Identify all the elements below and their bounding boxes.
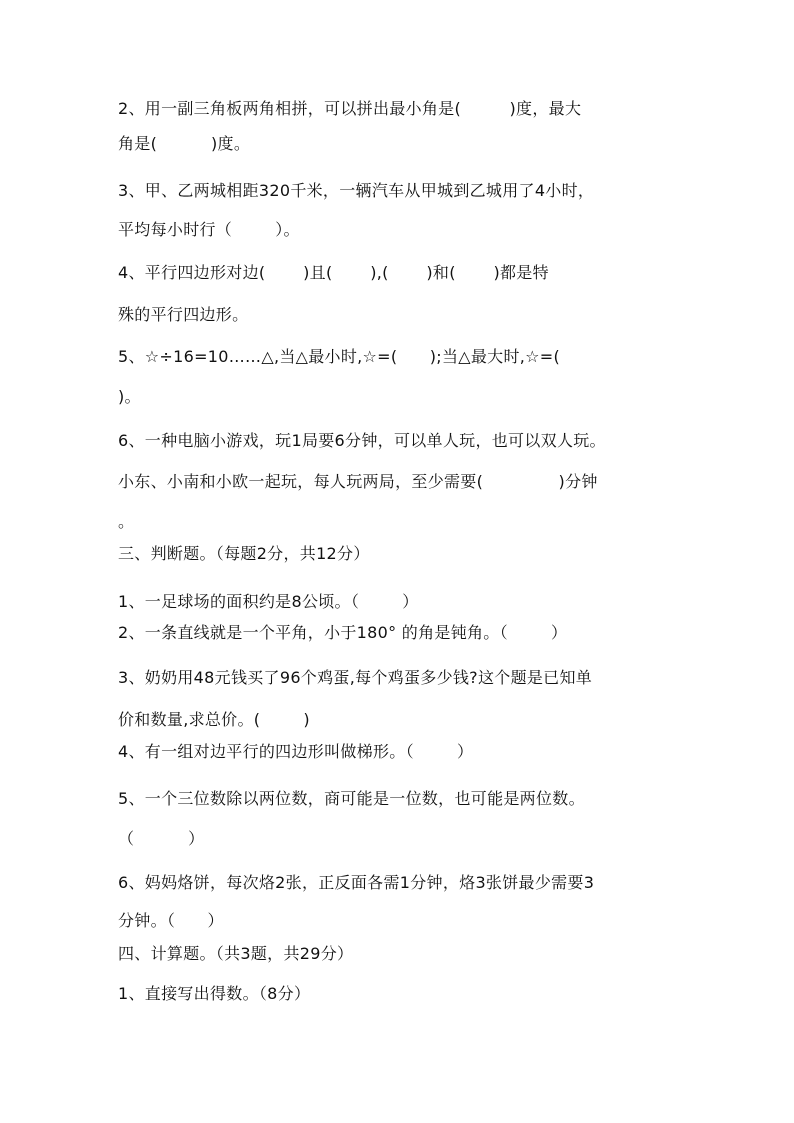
- question-judge-5-line-2: （ ）: [118, 829, 205, 848]
- question-fill-6-line-1: 6、一种电脑小游戏，玩1局要6分钟，可以单人玩，也可以双人玩。: [118, 431, 606, 450]
- question-judge-6-line-2: 分钟。（ ）: [118, 911, 224, 930]
- section-heading-judgement: 三、判断题。（每题2分，共12分）: [118, 544, 370, 563]
- question-judge-1: 1、一足球场的面积约是8公顷。（ ）: [118, 592, 419, 611]
- question-judge-6-line-1: 6、妈妈烙饼，每次烙2张，正反面各需1分钟，烙3张饼最少需要3: [118, 873, 595, 892]
- question-fill-6-line-2: 小东、小南和小欧一起玩，每人玩两局，至少需要( )分钟: [118, 472, 598, 491]
- question-judge-3-line-1: 3、奶奶用48元钱买了96个鸡蛋,每个鸡蛋多少钱?这个题是已知单: [118, 668, 593, 687]
- question-fill-4-line-2: 殊的平行四边形。: [118, 305, 249, 324]
- question-calc-1: 1、直接写出得数。（8分）: [118, 984, 311, 1003]
- question-fill-5-line-2: )。: [118, 387, 141, 406]
- question-judge-5-line-1: 5、一个三位数除以两位数，商可能是一位数，也可能是两位数。: [118, 789, 585, 808]
- question-fill-5-line-1: 5、☆÷16=10……△,当△最小时,☆=( );当△最大时,☆=(: [118, 347, 561, 366]
- question-judge-4: 4、有一组对边平行的四边形叫做梯形。（ ）: [118, 742, 474, 761]
- question-judge-3-line-2: 价和数量,求总价。( ): [118, 710, 310, 729]
- section-heading-calculation: 四、计算题。（共3题，共29分）: [118, 944, 354, 963]
- question-fill-4-line-1: 4、平行四边形对边( )且( ),( )和( )都是特: [118, 263, 549, 282]
- question-fill-2-line-1: 2、用一副三角板两角相拼，可以拼出最小角是( )度，最大: [118, 99, 582, 118]
- question-fill-3-line-2: 平均每小时行（ ）。: [118, 220, 300, 239]
- question-judge-2: 2、一条直线就是一个平角，小于180° 的角是钝角。（ ）: [118, 623, 568, 642]
- question-fill-2-line-2: 角是( )度。: [118, 134, 251, 153]
- question-fill-6-line-3: 。: [118, 512, 135, 531]
- question-fill-3-line-1: 3、甲、乙两城相距320千米，一辆汽车从甲城到乙城用了4小时，: [118, 181, 595, 200]
